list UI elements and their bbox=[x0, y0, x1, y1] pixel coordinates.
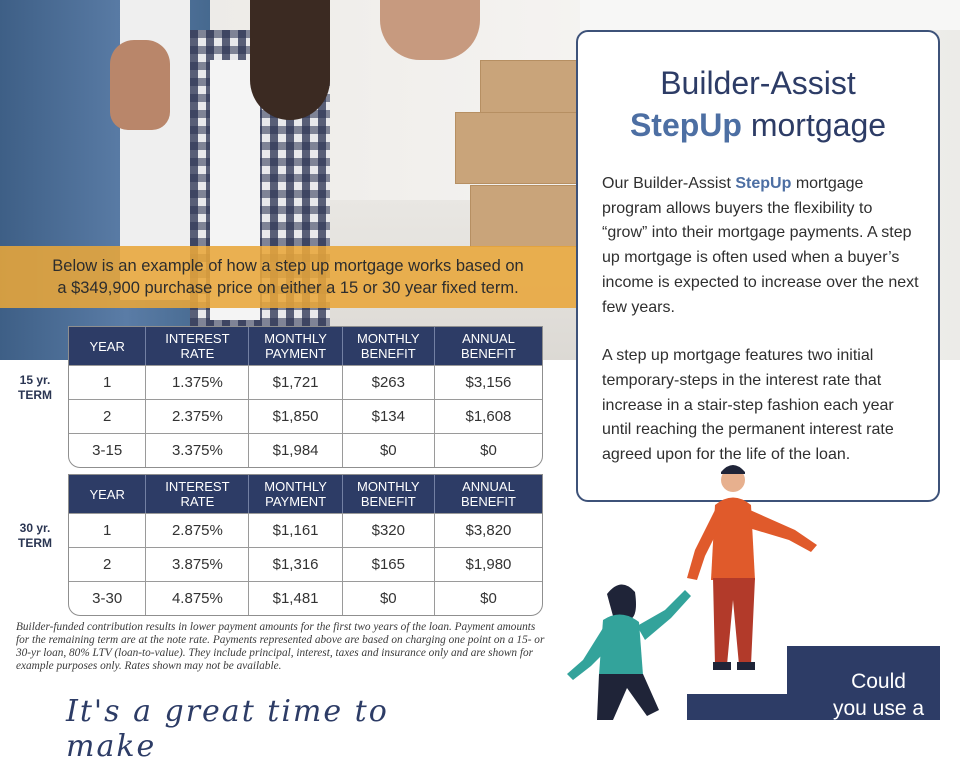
photo-moving-box bbox=[470, 185, 577, 247]
cell-annual-benefit: $0 bbox=[434, 582, 542, 615]
header-monthly-benefit bbox=[342, 327, 434, 365]
cell-monthly-benefit: $134 bbox=[342, 400, 434, 433]
cell-year: 2 bbox=[103, 556, 112, 573]
p1-accent: StepUp bbox=[735, 175, 792, 192]
header-aben-line2: BENEFIT bbox=[461, 494, 516, 509]
header-interest-rate bbox=[145, 327, 248, 365]
cell-monthly-benefit: $0 bbox=[342, 434, 434, 467]
cell-payment: $1,316 bbox=[248, 548, 341, 581]
example-banner bbox=[0, 246, 576, 308]
cell-payment: $1,481 bbox=[248, 582, 341, 615]
cell-payment: $1,721 bbox=[248, 366, 341, 399]
header-interest-rate bbox=[145, 475, 248, 513]
header-annual-benefit bbox=[434, 327, 542, 365]
cell-year: 3-15 bbox=[92, 442, 123, 459]
table-row bbox=[69, 365, 542, 399]
term-15-label-line1: 15 yr. bbox=[19, 373, 51, 387]
table-row bbox=[69, 547, 542, 581]
header-interest-line2: RATE bbox=[180, 494, 215, 509]
p1-before: Our Builder-Assist bbox=[602, 175, 736, 192]
p1-after: mortgage program allows buyers the flexibility to “grow” into their mortgage payments. A step up mortgage is often used when a buyer’s income is expected to increase over the next few years. bbox=[602, 175, 919, 316]
term-30-table bbox=[68, 474, 543, 616]
term-30-label-line1: 30 yr. bbox=[19, 521, 51, 535]
header-monthly-payment bbox=[248, 475, 341, 513]
cell-annual-benefit: $1,980 bbox=[434, 548, 542, 581]
header-mben-line1: MONTHLY bbox=[356, 331, 420, 346]
header-annual-benefit bbox=[434, 475, 542, 513]
table-row bbox=[69, 513, 542, 547]
cell-annual-benefit: $1,608 bbox=[434, 400, 542, 433]
header-aben-line1: ANNUAL bbox=[462, 479, 515, 494]
cell-annual-benefit: $3,820 bbox=[434, 514, 542, 547]
header-year: YEAR bbox=[89, 486, 125, 502]
photo-raised-arm bbox=[380, 0, 480, 60]
card-title-line1: Builder-Assist bbox=[660, 65, 856, 101]
cell-year: 3-30 bbox=[92, 590, 123, 607]
cell-rate: 3.375% bbox=[145, 434, 248, 467]
cell-monthly-benefit: $165 bbox=[342, 548, 434, 581]
cell-payment: $1,161 bbox=[248, 514, 341, 547]
card-title-accent: StepUp bbox=[629, 107, 742, 143]
card-paragraph-1 bbox=[602, 172, 922, 320]
cell-rate: 3.875% bbox=[145, 548, 248, 581]
info-card bbox=[576, 30, 940, 502]
header-interest-line2: RATE bbox=[180, 346, 215, 361]
banner-line-2: a $349,900 purchase price on either a 15 or 30 year fixed term. bbox=[57, 279, 519, 297]
term-30-label bbox=[10, 521, 60, 551]
cell-rate: 2.875% bbox=[145, 514, 248, 547]
cell-year: 1 bbox=[103, 374, 112, 391]
term-30-label-line2: TERM bbox=[18, 536, 52, 550]
header-interest-line1: INTEREST bbox=[165, 331, 230, 346]
callout-line-2: you use a bbox=[832, 697, 925, 720]
photo-moving-box bbox=[455, 112, 577, 184]
header-mpay-line2: PAYMENT bbox=[265, 494, 327, 509]
script-tagline: It's a great time to make bbox=[66, 694, 389, 764]
photo-woman-hair bbox=[250, 0, 330, 120]
header-aben-line1: ANNUAL bbox=[462, 331, 515, 346]
header-mben-line2: BENEFIT bbox=[360, 346, 416, 361]
header-mben-line1: MONTHLY bbox=[356, 479, 420, 494]
cell-payment: $1,984 bbox=[248, 434, 341, 467]
cell-rate: 4.875% bbox=[145, 582, 248, 615]
term-15-label-line2: TERM bbox=[18, 388, 52, 402]
table-row bbox=[69, 581, 542, 615]
banner-text bbox=[52, 255, 523, 299]
cell-payment: $1,850 bbox=[248, 400, 341, 433]
header-monthly-benefit bbox=[342, 475, 434, 513]
header-interest-line1: INTEREST bbox=[165, 479, 230, 494]
header-mpay-line2: PAYMENT bbox=[265, 346, 327, 361]
table-row bbox=[69, 433, 542, 467]
header-aben-line2: BENEFIT bbox=[461, 346, 516, 361]
header-year: YEAR bbox=[89, 338, 125, 354]
photo-window bbox=[580, 0, 960, 30]
header-mben-line2: BENEFIT bbox=[360, 494, 416, 509]
thumbs-up-hand bbox=[110, 40, 170, 130]
cell-year: 2 bbox=[103, 408, 112, 425]
cell-rate: 2.375% bbox=[145, 400, 248, 433]
cell-monthly-benefit: $263 bbox=[342, 366, 434, 399]
cell-rate: 1.375% bbox=[145, 366, 248, 399]
cell-annual-benefit: $0 bbox=[434, 434, 542, 467]
cell-monthly-benefit: $320 bbox=[342, 514, 434, 547]
term-15-table bbox=[68, 326, 543, 468]
card-paragraph-2: A step up mortgage features two initial temporary-steps in the interest rate that increase in a stair-step fashion each year until reaching the permanent interest rate agreed upon for the life of the loan. bbox=[602, 347, 894, 464]
callout-box bbox=[817, 646, 940, 720]
card-title-rest: mortgage bbox=[741, 107, 887, 143]
table-header-row bbox=[69, 327, 542, 365]
term-15-label bbox=[10, 373, 60, 403]
cell-annual-benefit: $3,156 bbox=[434, 366, 542, 399]
card-title bbox=[578, 62, 938, 146]
cell-monthly-benefit: $0 bbox=[342, 582, 434, 615]
header-mpay-line1: MONTHLY bbox=[264, 331, 327, 346]
disclaimer-text: Builder-funded contribution results in lower payment amounts for the first two years of the loan. Payment amounts for the remaining term are at the note rate. Payments represented above are based on charging one point on a 15- or 30-yr loan, 80% LTV (loan-to-value). They include principal, interest, taxes and insurance only and are shown for example purposes only. Rates shown may not be available. bbox=[16, 621, 545, 672]
header-monthly-payment bbox=[248, 327, 341, 365]
table-row bbox=[69, 399, 542, 433]
cell-year: 1 bbox=[103, 522, 112, 539]
callout-line-1: Could bbox=[851, 670, 906, 693]
header-mpay-line1: MONTHLY bbox=[264, 479, 327, 494]
table-header-row bbox=[69, 475, 542, 513]
banner-line-1: Below is an example of how a step up mortgage works based on bbox=[52, 257, 524, 275]
